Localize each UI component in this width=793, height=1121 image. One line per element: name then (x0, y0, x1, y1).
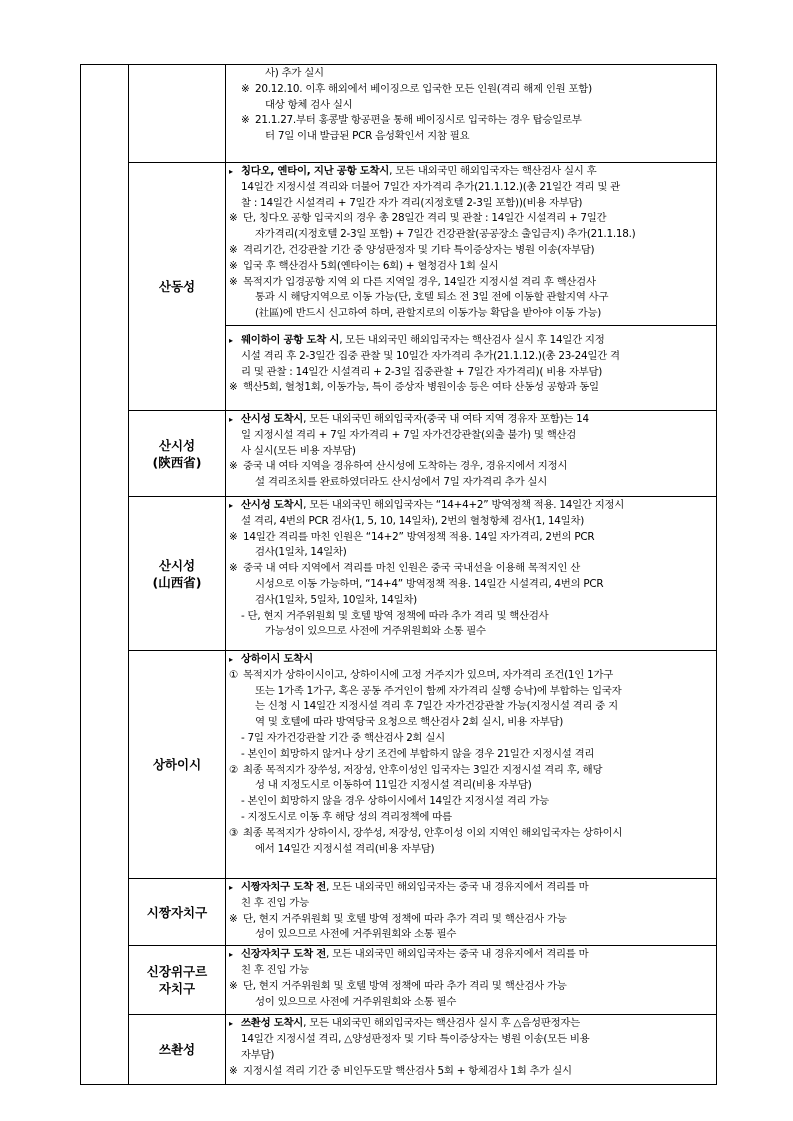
circled-number: ① (229, 668, 239, 681)
circled-number: ③ (229, 826, 239, 839)
region-label-shandong: 산동성 (129, 163, 226, 411)
note-mark: ※ (229, 979, 238, 992)
note-mark: ※ (229, 259, 238, 272)
note-mark: ※ (229, 243, 238, 256)
table-row (81, 497, 717, 651)
arrow-bullet-icon: ▸ (229, 335, 233, 345)
note-mark: ※ (229, 530, 238, 543)
policy-cell: 사) 추가 실시 ※ 20.12.10. 이후 해외에서 베이징으로 입국한 모든 인원(격리 해제 인원 포함) 대상 항체 검사 실시 ※ 21.1.27.부터 홍콩발 항공편을 통해 베이징시로 입국하는 경우 탑승일로부 터 7일 이내 발급된 PCR 음성확인서 지참 필요 (226, 65, 717, 163)
note-mark: ※ (229, 275, 238, 288)
region-label-shanxi: 산시성 (山西省) (129, 497, 226, 651)
region-label-shanghai: 상하이시 (129, 651, 226, 879)
arrow-bullet-icon: ▸ (229, 1019, 233, 1029)
policy-cell: ▸ 칭다오, 옌타이, 지난 공항 도착시, 모든 내외국민 해외입국자는 핵산검사 실시 후 14일간 지정시설 격리와 더불어 7일간 자가격리 추가(21.1.12.)(총 21일간 격리 및 관 찰 : 14일간 시설격리 + 7일간 자가 격리(지정호텔 2-3일 포함))(비용 자부담) ※ 단, 칭다오 공항 입국지의 경우 총 28일간 격리 및 관찰 : 14일간 시설격리 + 7일간 자가격리(지정호텔 2-3일 포함) + 7일간 건강관찰(공공장소 출입금지) 추가(21.1.18.) ※ 격리기간, 건강관찰 기간 중 양성판정자 및 기타 특이증상자는 병원 이송(자부담) ※ 입국 후 핵산검사 5회(옌타이는 6회) + 혈청검사 1회 실시 ※ 목적지가 입경공항 지역 외 다른 지역일 경우, 14일간 지정시설 격리 후 핵산검사 통과 시 해당지역으로 이동 가능(단, 호텔 퇴소 전 3일 전에 이동할 관할지역 사구 (社區)에 반드시 신고하여 하며, 관할지로의 이동가능 확답을 받아야 이동 가능) ▸ 웨이하이 공항 도착 시, 모든 내외국민 해외입국자는 핵산검사 실시 후 14일간 지정 시설 격리 후 2-3일간 집중 관찰 및 10일간 자가격리 추가(21.1.12.)(총 23-24일간 격 리 및 관찰 : 14일간 시설격리 + 2-3일 집중관찰 + 7일간 자가격리)( 비용 자부담) ※ 핵산5회, 혈청1회, 이동가능, 특이 증상자 병원이송 등은 여타 산동성 공항과 동일 (226, 163, 717, 411)
note-mark: ※ (229, 562, 238, 575)
category-cell (81, 65, 129, 1085)
table-row (81, 1015, 717, 1085)
note-mark: ※ (229, 1064, 238, 1077)
policy-cell: ▸ 시짱자치구 도착 전, 모든 내외국민 해외입국자는 중국 내 경유지에서 격리를 마 친 후 진입 가능 ※ 단, 현지 거주위원회 및 호텔 방역 정책에 따라 추가 격리 및 핵산검사 가능 성이 있으므로 사전에 거주위원회와 소통 필수 (226, 879, 717, 946)
policy-cell: ▸ 산시성 도착시, 모든 내외국민 해외입국자(중국 내 여타 지역 경유자 포함)는 14 일 지정시설 격리 + 7일 자가격리 + 7일 자가건강관찰(외출 불가) 및 핵산검 사 실시(모든 비용 자부담) ※ 중국 내 여타 지역을 경유하여 산시성에 도착하는 경우, 경유지에서 지정시 설 격리조치를 완료하였더라도 산시성에서 7일 자가격리 추가 실시 (226, 411, 717, 497)
note-mark: ※ (241, 114, 250, 127)
arrow-bullet-icon: ▸ (229, 415, 233, 424)
arrow-bullet-icon: ▸ (229, 883, 233, 892)
note-mark: ※ (229, 381, 238, 394)
note-mark: ※ (229, 212, 238, 225)
note-mark: ※ (229, 460, 238, 473)
policy-cell: ▸ 상하이시 도착시 ① 목적지가 상하이시이고, 상하이시에 고정 거주지가 있으며, 자가격리 조건(1인 1가구 또는 1가족 1가구, 혹은 공동 주거인이 함께 자가격리 실행 승낙)에 부합하는 입국자 는 신청 시 14일간 지정시설 격리 후 7일간 자가건강관찰 가능(지정시설 격리 중 지 역 및 호텔에 따라 방역당국 요청으로 핵산검사 2회 실시, 비용 자부담) - 7일 자가건강관찰 기간 중 핵산검사 2회 실시 - 본인이 희망하지 않거나 상기 조건에 부합하지 않을 경우 21일간 지정시설 격리 ② 최종 목적지가 장쑤성, 저장성, 안후이성인 입국자는 3일간 지정시설 격리 후, 해당 성 내 지정도시로 이동하여 11일간 지정시설 격리(비용 자부담) - 본인이 희망하지 않을 경우 상하이시에서 14일간 지정시설 격리 가능 - 지정도시로 이동 후 해당 성의 격리정책에 따름 ③ 최종 목적지가 상하이시, 장쑤성, 저장성, 안후이성 이외 지역인 해외입국자는 상하이시 에서 14일간 지정시설 격리(비용 자부담) (226, 651, 717, 879)
arrow-bullet-icon: ▸ (229, 950, 233, 960)
table-row (81, 879, 717, 946)
region-cell-empty (129, 65, 226, 163)
policy-cell: ▸ 산시성 도착시, 모든 내외국민 해외입국자는 “14+4+2” 방역정책 적용. 14일간 지정시 설 격리, 4번의 PCR 검사(1, 5, 10, 14일차), 2번의 혈청항체 검사(1, 14일차) ※ 14일간 격리를 마친 인원은 “14+2” 방역정책 적용. 14일 자가격리, 2번의 PCR 검사(1일차, 14일차) ※ 중국 내 여타 지역에서 격리를 마친 인원은 중국 국내선을 이용해 목적지인 산 시성으로 이동 가능하며, “14+4” 방역정책 적용. 14일간 시설격리, 4번의 PCR 검사(1일차, 5일차, 10일차, 14일차) - 단, 현지 거주위원회 및 호텔 방역 정책에 따라 추가 격리 및 핵산검사 가능성이 있으므로 사전에 거주위원회와 소통 필수 (226, 497, 717, 651)
policy-cell: ▸ 신장자치구 도착 전, 모든 내외국민 해외입국자는 중국 내 경유지에서 격리를 마 친 후 진입 가능 ※ 단, 현지 거주위원회 및 호텔 방역 정책에 따라 추가 격리 및 핵산검사 가능 성이 있으므로 사전에 거주위원회와 소통 필수 (226, 946, 717, 1015)
table-row (81, 411, 717, 497)
arrow-bullet-icon: ▸ (229, 655, 233, 664)
arrow-bullet-icon: ▸ (229, 167, 233, 176)
region-label-xizang: 시짱자치구 (129, 879, 226, 946)
note-mark: ※ (241, 82, 250, 95)
circled-number: ② (229, 763, 239, 776)
region-label-shaanxi: 산시성 (陝西省) (129, 411, 226, 497)
policy-cell: ▸ 쓰촨성 도착시, 모든 내외국민 해외입국자는 핵산검사 실시 후 △음성판정자는 14일간 지정시설 격리, △양성판정자 및 기타 특이증상자는 병원 이송(모든 비용 자부담) ※ 지정시설 격리 기간 중 비인두도말 핵산검사 5회 + 항체검사 1회 추가 실시 (226, 1015, 717, 1085)
region-label-xinjiang: 신장위구르 자치구 (129, 946, 226, 1015)
table-row (81, 946, 717, 1015)
table-row (81, 65, 717, 163)
table-row (81, 163, 717, 411)
region-label-sichuan: 쓰촨성 (129, 1015, 226, 1085)
note-mark: ※ (229, 912, 238, 925)
divider (226, 325, 716, 331)
table-row (81, 651, 717, 879)
arrow-bullet-icon: ▸ (229, 501, 233, 510)
region-policy-table (80, 64, 717, 1085)
